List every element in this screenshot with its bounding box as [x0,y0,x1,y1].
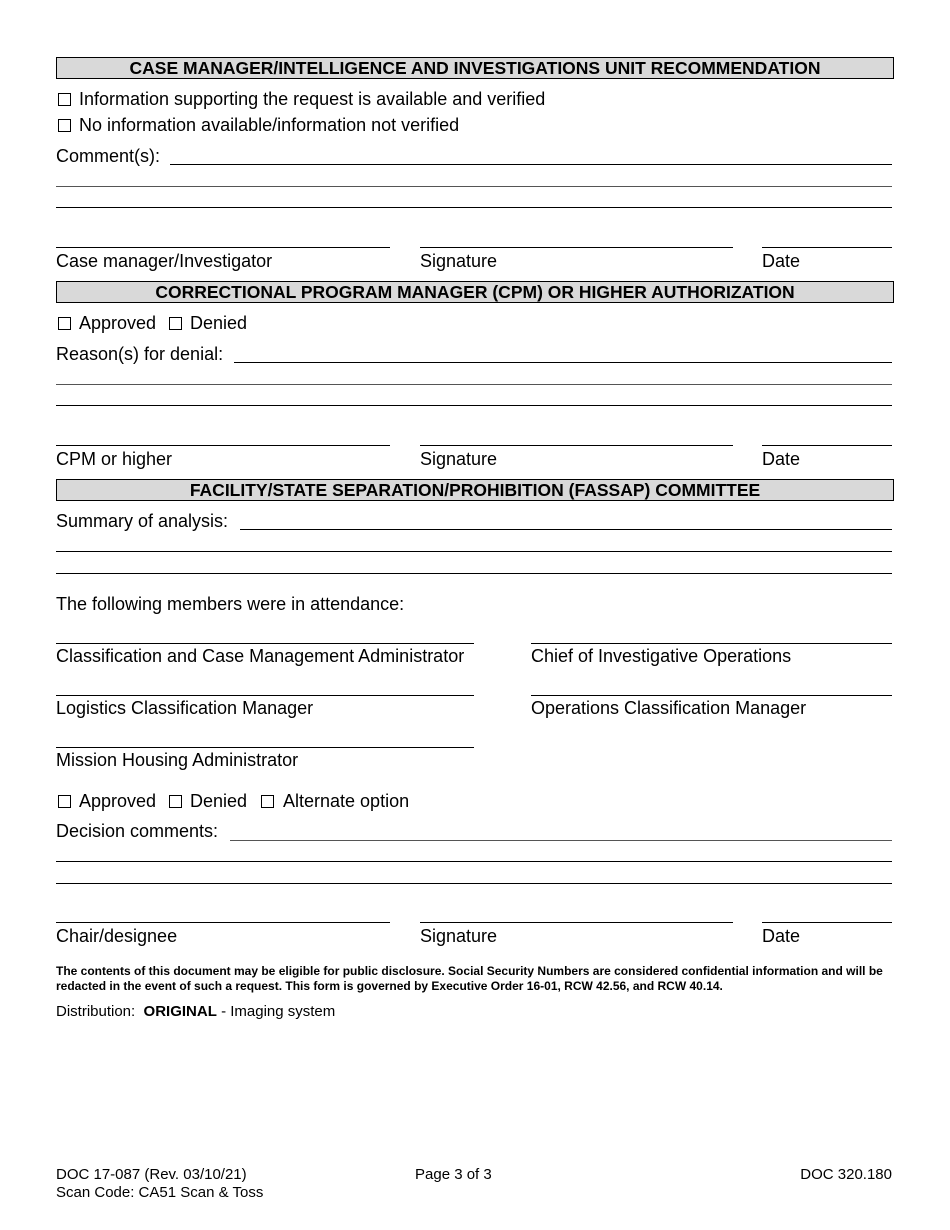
distribution-original: ORIGINAL [143,1003,217,1020]
cpm-signature-label: Signature [420,449,498,469]
summary-analysis-label: Summary of analysis: [56,511,229,531]
reason-denial-input-line-3[interactable] [56,405,892,406]
chair-date-line[interactable] [762,922,892,923]
case-manager-signature-line[interactable] [420,247,733,248]
comments-input-line-1[interactable] [170,164,892,165]
summary-input-line-2[interactable] [56,551,892,552]
chair-label: Chair/designee [56,926,178,946]
decision-comments-label: Decision comments: [56,821,219,841]
scan-code: Scan Code: CA51 Scan & Toss [56,1184,264,1201]
case-manager-label: Case manager/Investigator [56,251,273,271]
case-manager-date-label: Date [762,251,801,271]
page-number: Page 3 of 3 [415,1166,492,1183]
logistics-manager-label: Logistics Classification Manager [56,698,314,718]
committee-approved-label: Approved [79,791,157,811]
checkbox-committee-denied[interactable] [169,795,182,808]
decision-input-line-2[interactable] [56,861,892,862]
chief-investigative-label: Chief of Investigative Operations [531,646,792,666]
option-info-verified-label: Information supporting the request is available and verified [79,89,546,109]
checkbox-committee-approved[interactable] [58,795,71,808]
distribution-label: Distribution: [56,1003,136,1020]
disclosure-notice: The contents of this document may be eligible for public disclosure. Social Security Numbers are considered confidential information and will be redacted in the event of such a request. This form is governed by Executive Order 16-01, RCW 42.56, and RCW 40.14. [56,964,883,993]
logistics-manager-line[interactable] [56,695,474,696]
checkbox-cpm-approved[interactable] [58,317,71,330]
case-manager-date-line[interactable] [762,247,892,248]
cpm-label: CPM or higher [56,449,173,469]
cpm-signature-line[interactable] [420,445,733,446]
committee-alternate-label: Alternate option [283,791,410,811]
distribution-line [56,1003,335,1020]
reason-denial-label: Reason(s) for denial: [56,344,224,364]
operations-manager-label: Operations Classification Manager [531,698,807,718]
summary-input-line-1[interactable] [240,529,892,530]
attendance-text: The following members were in attendance: [56,594,405,614]
committee-denied-label: Denied [190,791,248,811]
section-header-cpm-authorization: CORRECTIONAL PROGRAM MANAGER (CPM) OR HIGHER AUTHORIZATION [56,281,894,303]
mission-housing-line[interactable] [56,747,474,748]
classification-admin-line[interactable] [56,643,474,644]
cpm-name-line[interactable] [56,445,390,446]
case-manager-signature-label: Signature [420,251,498,271]
chair-signature-label: Signature [420,926,498,946]
checkbox-committee-alternate[interactable] [261,795,274,808]
form-number: DOC 17-087 (Rev. 03/10/21) [56,1166,247,1183]
cpm-denied-label: Denied [190,313,248,333]
chair-name-line[interactable] [56,922,390,923]
chief-investigative-line[interactable] [531,643,892,644]
comments-input-line-2[interactable] [56,186,892,187]
classification-admin-label: Classification and Case Management Administrator [56,646,465,666]
cpm-date-label: Date [762,449,801,469]
distribution-rest: - Imaging system [221,1003,336,1020]
cpm-approved-label: Approved [79,313,157,333]
decision-input-line-1[interactable] [230,840,892,841]
comments-input-line-3[interactable] [56,207,892,208]
mission-housing-label: Mission Housing Administrator [56,750,299,770]
checkbox-info-not-verified[interactable] [58,119,71,132]
cpm-date-line[interactable] [762,445,892,446]
checkbox-cpm-denied[interactable] [169,317,182,330]
reason-denial-input-line-2[interactable] [56,384,892,385]
decision-input-line-3[interactable] [56,883,892,884]
comments-label: Comment(s): [56,146,161,166]
chair-date-label: Date [762,926,801,946]
reason-denial-input-line-1[interactable] [234,362,892,363]
section-header-fassap-committee: FACILITY/STATE SEPARATION/PROHIBITION (FASSAP) COMMITTEE [56,479,894,501]
option-info-not-verified-label: No information available/information not verified [79,115,460,135]
section-header-recommendation: CASE MANAGER/INTELLIGENCE AND INVESTIGATIONS UNIT RECOMMENDATION [56,57,894,79]
checkbox-info-verified[interactable] [58,93,71,106]
chair-signature-line[interactable] [420,922,733,923]
summary-input-line-3[interactable] [56,573,892,574]
policy-number: DOC 320.180 [800,1166,892,1183]
operations-manager-line[interactable] [531,695,892,696]
case-manager-name-line[interactable] [56,247,390,248]
